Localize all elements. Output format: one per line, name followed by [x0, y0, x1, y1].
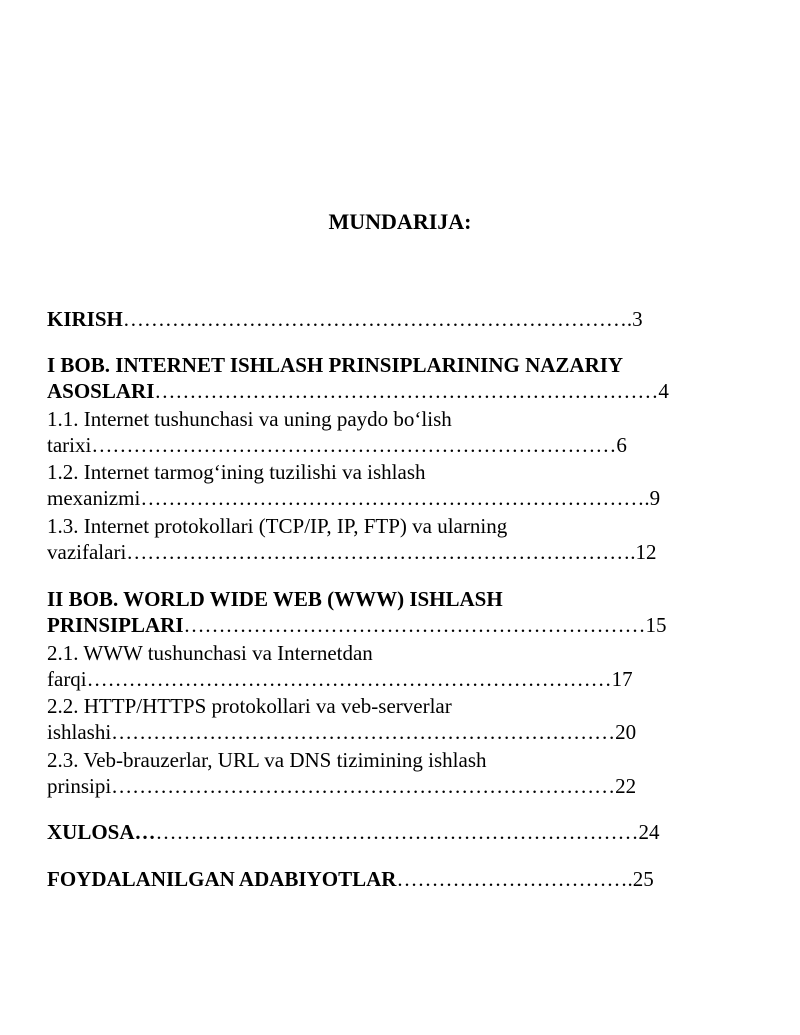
- toc-entry-chapter-1: [47, 378, 669, 404]
- toc-entry-section-2-3: [47, 773, 636, 799]
- toc-page-number: 25: [632, 867, 654, 891]
- toc-entry-xulosa: [47, 819, 660, 845]
- toc-page-number: 15: [645, 613, 667, 637]
- toc-label: prinsipi: [47, 774, 112, 798]
- toc-label: PRINSIPLARI: [47, 613, 184, 637]
- toc-page-number: 3: [632, 307, 643, 331]
- toc-leader: ……………………………………………………………….: [140, 486, 650, 510]
- toc-leader: …………………………….: [396, 867, 633, 891]
- toc-leader: …………………………………………………………………: [91, 433, 617, 457]
- toc-entry-kirish: [47, 306, 643, 332]
- toc-chapter-1-heading: I BOB. INTERNET ISHLASH PRINSIPLARINING NAZARIY: [47, 353, 624, 377]
- toc-page-number: 4: [658, 379, 669, 403]
- toc-page-number: 20: [615, 720, 637, 744]
- toc-label: XULOSA…: [47, 820, 156, 844]
- toc-leader: ………………………………………………………………: [111, 774, 616, 798]
- toc-label: ishlashi: [47, 720, 112, 744]
- toc-page-number: 12: [635, 540, 657, 564]
- toc-chapter-2-heading: II BOB. WORLD WIDE WEB (WWW) ISHLASH: [47, 587, 503, 611]
- toc-section-1-3-heading: 1.3. Internet protokollari (TCP/IP, IP, FTP) va ularning: [47, 514, 508, 538]
- toc-label: KIRISH: [47, 307, 123, 331]
- toc-label: tarixi: [47, 433, 92, 457]
- toc-leader: ……………………………………………………………: [155, 820, 639, 844]
- toc-leader: …………………………………………………………………: [86, 667, 612, 691]
- toc-entry-chapter-2: [47, 612, 667, 638]
- toc-leader: ……………………………………………………………….: [122, 307, 633, 331]
- toc-leader: …………………………………………………………: [183, 613, 646, 637]
- toc-label: FOYDALANILGAN ADABIYOTLAR: [47, 867, 397, 891]
- toc-leader: ……………………………………………………………….: [126, 540, 636, 564]
- toc-label: ASOSLARI: [47, 379, 155, 403]
- toc-entry-section-2-1: [47, 666, 633, 692]
- toc-page-number: 17: [611, 667, 633, 691]
- toc-entry-section-2-2: [47, 719, 636, 745]
- toc-leader: ………………………………………………………………: [111, 720, 616, 744]
- toc-entry-adabiyotlar: [47, 866, 654, 892]
- toc-label: farqi: [47, 667, 87, 691]
- toc-label: vazifalari: [47, 540, 127, 564]
- toc-page-number: 24: [638, 820, 660, 844]
- toc-page-number: 6: [616, 433, 627, 457]
- toc-label: mexanizmi: [47, 486, 141, 510]
- toc-page-number: 22: [615, 774, 637, 798]
- toc-page-number: 9: [649, 486, 661, 510]
- toc-entry-section-1-3: [47, 539, 657, 565]
- toc-section-2-2-heading: 2.2. HTTP/HTTPS protokollari va veb-serverlar: [47, 694, 452, 718]
- toc-entry-section-1-1: [47, 432, 627, 458]
- toc-section-1-2-heading: 1.2. Internet tarmog‘ining tuzilishi va ishlash: [47, 460, 426, 484]
- toc-section-2-1-heading: 2.1. WWW tushunchasi va Internetdan: [47, 641, 373, 665]
- toc-section-1-1-heading: 1.1. Internet tushunchasi va uning paydo bo‘lish: [47, 407, 452, 431]
- toc-section-2-3-heading: 2.3. Veb-brauzerlar, URL va DNS tizimining ishlash: [47, 748, 487, 772]
- toc-entry-section-1-2: [47, 485, 660, 511]
- page-title: MUNDARIJA:: [328, 209, 472, 234]
- toc-leader: ………………………………………………………………: [154, 379, 659, 403]
